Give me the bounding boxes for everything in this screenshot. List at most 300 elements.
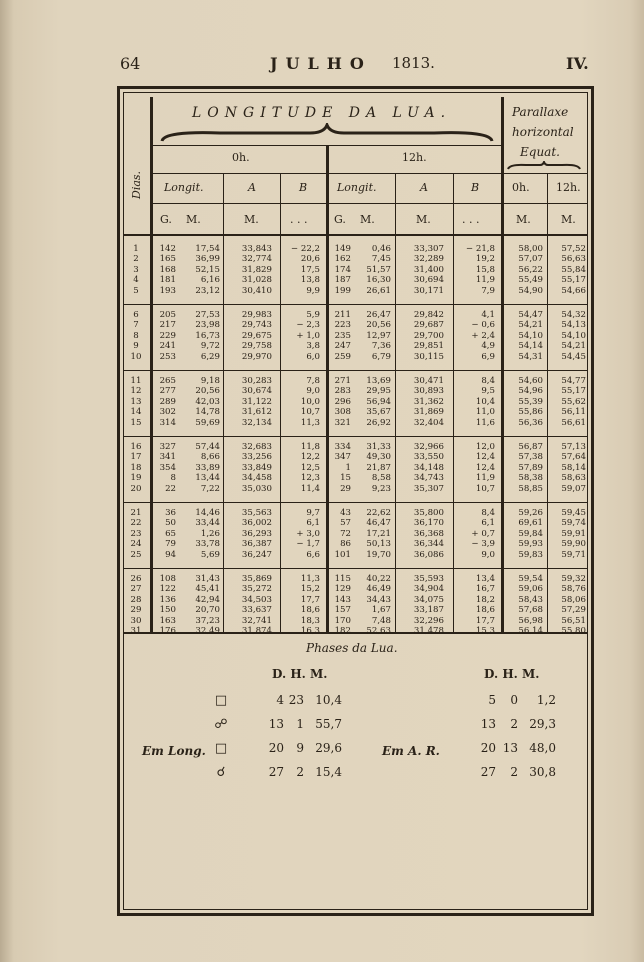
phase-symbol: □ (214, 741, 228, 756)
cell-m12: 16,30 (366, 275, 391, 286)
cell-p0: 54,96 (518, 386, 543, 397)
cell-g0: 176 (159, 626, 176, 636)
cell-b0: 20,6 (300, 254, 320, 265)
cell-m0: 9,72 (200, 341, 220, 352)
cell-m12: 26,61 (366, 285, 391, 296)
cell-g12: 247 (334, 341, 351, 352)
phase-ar-day: 20 (480, 741, 496, 755)
parallax-title-2: horizontal (512, 125, 574, 139)
phase-ar-hour: 2 (510, 765, 518, 779)
cell-p0: 56,14 (518, 626, 543, 636)
cell-days: 22 (130, 518, 142, 529)
cell-b12: 9,0 (481, 549, 495, 560)
cell-g12: 157 (334, 605, 351, 616)
col-head-p12: 12h. (556, 181, 581, 194)
col-head-b-0: B (299, 181, 308, 194)
cell-a12: 32,404 (413, 417, 444, 428)
phase-ar-min: 29,3 (529, 717, 556, 731)
cell-b12: 15,8 (475, 264, 495, 275)
cell-b0: − 1,7 (296, 539, 320, 550)
cell-m12: 35,67 (366, 407, 391, 418)
cell-a0: 30,410 (241, 285, 272, 296)
cell-m12: 49,30 (366, 452, 391, 463)
cell-a12: 30,471 (413, 376, 444, 386)
cell-m12: 7,36 (371, 341, 391, 352)
cell-p12: 54,21 (561, 341, 586, 352)
cell-days: 26 (130, 574, 142, 584)
cell-a12: 32,289 (413, 254, 444, 265)
cell-p12: 59,71 (561, 549, 586, 560)
cell-g12: 321 (334, 417, 351, 428)
phase-long-min: 10,4 (315, 693, 342, 707)
cell-a0: 31,874 (241, 626, 272, 636)
cell-p0: 54,60 (518, 376, 543, 386)
header-rule-3 (124, 234, 587, 236)
cell-b12: 19,2 (475, 254, 495, 265)
phase-symbol: ☌ (216, 765, 226, 780)
cell-m12: 34,43 (366, 594, 391, 605)
dhm-header-ar: D. H. M. (484, 667, 540, 681)
cell-p12: 56,63 (561, 254, 586, 265)
phase-long-hour: 23 (288, 693, 304, 707)
cell-p12: 55,84 (561, 264, 586, 275)
cell-g0: 314 (159, 417, 176, 428)
cell-b12: 6,9 (481, 351, 495, 362)
phase-ar-hour: 0 (510, 693, 518, 707)
cell-p0: 59,06 (518, 584, 543, 595)
cell-p12: 58,63 (561, 473, 586, 484)
cell-days: 14 (130, 407, 142, 418)
cell-g12: 149 (334, 244, 351, 254)
cell-days: 25 (130, 549, 142, 560)
longitude-title: LONGITUDE DA LUA. (192, 105, 452, 121)
cell-b12: 13,4 (475, 574, 495, 584)
cell-g0: 289 (159, 396, 176, 407)
cell-b12: + 0,7 (471, 528, 495, 539)
cell-days: 30 (130, 615, 142, 626)
cell-g12: 199 (334, 285, 351, 296)
cell-p0: 58,43 (518, 594, 543, 605)
cell-g12: 162 (334, 254, 351, 265)
cell-b0: 13,8 (300, 275, 320, 286)
cell-p0: 54,14 (518, 341, 543, 352)
cell-b12: 11,0 (475, 407, 495, 418)
phase-ar-day: 13 (480, 717, 496, 731)
cell-a12: 36,368 (413, 528, 444, 539)
unit-g-0: G. (160, 213, 172, 226)
cell-p12: 59,32 (561, 574, 586, 584)
dhm-header-long: D. H. M. (272, 667, 328, 681)
unit-dots-b0: . . . (290, 213, 308, 226)
cell-p12: 54,77 (561, 376, 586, 386)
phase-long-min: 55,7 (315, 717, 342, 731)
cell-p12: 54,45 (561, 351, 586, 362)
cell-g12: 174 (334, 264, 351, 275)
cell-g12: 143 (334, 594, 351, 605)
cell-p12: 56,11 (561, 407, 586, 418)
group-separator (124, 502, 587, 503)
cell-b12: 15,3 (475, 626, 495, 636)
cell-days: 3 (133, 264, 139, 275)
cell-a0: 29,675 (241, 330, 272, 341)
cell-g12: 259 (334, 351, 351, 362)
cell-g0: 142 (159, 244, 176, 254)
cell-a12: 30,115 (413, 351, 444, 362)
cell-days: 4 (133, 275, 139, 286)
cell-a12: 31,362 (413, 396, 444, 407)
cell-m0: 5,69 (200, 549, 220, 560)
cell-b12: − 3,9 (471, 539, 495, 550)
cell-b12: 4,1 (481, 310, 495, 320)
cell-p0: 54,10 (518, 330, 543, 341)
cell-b0: 6,1 (306, 518, 320, 529)
cell-m0: 23,98 (195, 320, 220, 331)
cell-p0: 59,93 (518, 539, 543, 550)
cell-m0: 6,16 (200, 275, 220, 286)
phase-ar-min: 1,2 (536, 693, 556, 707)
cell-b0: 12,2 (300, 452, 320, 463)
cell-g12: 271 (334, 376, 351, 386)
cell-b0: 10,7 (300, 407, 320, 418)
col-head-longit-0: Longit. (164, 181, 204, 194)
col-divider-b0 (280, 173, 281, 632)
cell-a0: 33,256 (241, 452, 272, 463)
cell-b0: 3,8 (306, 341, 320, 352)
cell-b0: 6,6 (306, 549, 320, 560)
cell-a0: 32,134 (241, 417, 272, 428)
cell-b12: 11,9 (475, 473, 495, 484)
cell-m0: 8,66 (200, 452, 220, 463)
cell-g0: 265 (159, 376, 176, 386)
cell-p12: 58,06 (561, 594, 586, 605)
cell-g0: 108 (159, 574, 176, 584)
cell-m12: 46,49 (366, 584, 391, 595)
cell-a12: 33,187 (413, 605, 444, 616)
cell-a0: 34,458 (241, 473, 272, 484)
cell-a0: 36,247 (241, 549, 272, 560)
cell-g12: 1 (345, 462, 351, 473)
unit-g-12: G. (334, 213, 346, 226)
cell-g12: 170 (334, 615, 351, 626)
cell-m0: 52,15 (195, 264, 220, 275)
cell-b0: + 1,0 (296, 330, 320, 341)
cell-g12: 211 (334, 310, 351, 320)
cell-b0: 16,3 (300, 626, 320, 636)
cell-m0: 33,78 (195, 539, 220, 550)
cell-b0: 11,4 (300, 483, 320, 494)
cell-p0: 57,07 (518, 254, 543, 265)
cell-a12: 31,400 (413, 264, 444, 275)
cell-g0: 327 (159, 442, 176, 452)
cell-g0: 354 (159, 462, 176, 473)
cell-b12: − 21,8 (465, 244, 495, 254)
cell-a12: 31,478 (413, 626, 444, 636)
cell-m0: 14,46 (195, 508, 220, 518)
cell-p0: 55,49 (518, 275, 543, 286)
cell-m0: 33,89 (195, 462, 220, 473)
cell-b0: 11,3 (300, 417, 320, 428)
cell-g0: 217 (159, 320, 176, 331)
cell-m12: 7,45 (371, 254, 391, 265)
cell-m0: 23,12 (195, 285, 220, 296)
phase-long-day: 13 (268, 717, 284, 731)
cell-b0: 7,8 (306, 376, 320, 386)
cell-b12: 9,5 (481, 386, 495, 397)
cell-a0: 31,612 (241, 407, 272, 418)
cell-p12: 56,51 (561, 615, 586, 626)
phase-long-hour: 2 (296, 765, 304, 779)
cell-b0: − 2,3 (296, 320, 320, 331)
cell-days: 17 (130, 452, 142, 463)
hour-rule (150, 145, 501, 146)
cell-b0: 5,9 (306, 310, 320, 320)
header-rule-1 (150, 173, 587, 174)
phase-long-min: 15,4 (315, 765, 342, 779)
cell-a12: 34,075 (413, 594, 444, 605)
parallax-divider (501, 97, 504, 632)
cell-g0: 79 (165, 539, 176, 550)
cell-b12: 12,0 (475, 442, 495, 452)
cell-m12: 51,57 (366, 264, 391, 275)
phase-ar-day: 27 (480, 765, 496, 779)
cell-a0: 36,387 (241, 539, 272, 550)
cell-m0: 37,23 (195, 615, 220, 626)
cell-b12: 6,1 (481, 518, 495, 529)
hour-0-label: 0h. (232, 151, 250, 164)
unit-m-a0: M. (244, 213, 259, 226)
cell-g12: 43 (340, 508, 351, 518)
cell-p12: 55,17 (561, 275, 586, 286)
page-title: JULHO (270, 54, 372, 73)
cell-a12: 35,307 (413, 483, 444, 494)
cell-a12: 36,344 (413, 539, 444, 550)
cell-a0: 29,758 (241, 341, 272, 352)
cell-b0: 9,7 (306, 508, 320, 518)
cell-days: 9 (133, 341, 139, 352)
cell-g12: 72 (340, 528, 351, 539)
ephemeris-table (117, 86, 594, 916)
cell-g0: 229 (159, 330, 176, 341)
cell-g12: 223 (334, 320, 351, 331)
cell-m12: 8,58 (371, 473, 391, 484)
cell-m0: 13,44 (195, 473, 220, 484)
phase-long-day: 20 (268, 741, 284, 755)
cell-b0: 18,3 (300, 615, 320, 626)
cell-b0: 11,8 (300, 442, 320, 452)
cell-b12: 17,7 (475, 615, 495, 626)
cell-a0: 33,849 (241, 462, 272, 473)
cell-p12: 57,64 (561, 452, 586, 463)
cell-b12: 16,7 (475, 584, 495, 595)
cell-b12: 11,6 (475, 417, 495, 428)
cell-days: 21 (130, 508, 142, 518)
cell-m0: 14,78 (195, 407, 220, 418)
phase-ar-day: 5 (488, 693, 496, 707)
cell-days: 12 (130, 386, 142, 397)
cell-g12: 283 (334, 386, 351, 397)
cell-g0: 253 (159, 351, 176, 362)
cell-days: 7 (133, 320, 139, 331)
cell-p12: 59,07 (561, 483, 586, 494)
cell-m12: 7,48 (371, 615, 391, 626)
phase-ar-min: 30,8 (529, 765, 556, 779)
em-ar-label: Em A. R. (382, 744, 440, 758)
cell-p12: 55,80 (561, 626, 586, 636)
cell-p12: 58,14 (561, 462, 586, 473)
cell-g12: 334 (334, 442, 351, 452)
cell-b0: 15,2 (300, 584, 320, 595)
cell-b0: 17,7 (300, 594, 320, 605)
cell-m12: 31,33 (366, 442, 391, 452)
cell-b12: 18,2 (475, 594, 495, 605)
unit-m-p12: M. (561, 213, 576, 226)
cell-p0: 56,22 (518, 264, 543, 275)
cell-p0: 54,21 (518, 320, 543, 331)
cell-p12: 59,91 (561, 528, 586, 539)
cell-p12: 59,90 (561, 539, 586, 550)
phase-symbol: □ (214, 693, 228, 708)
cell-p0: 58,00 (518, 244, 543, 254)
cell-m0: 59,69 (195, 417, 220, 428)
cell-a12: 29,700 (413, 330, 444, 341)
cell-a12: 30,893 (413, 386, 444, 397)
cell-a0: 35,563 (241, 508, 272, 518)
cell-p12: 54,13 (561, 320, 586, 331)
cell-a0: 36,002 (241, 518, 272, 529)
cell-a0: 33,843 (241, 244, 272, 254)
cell-days: 24 (130, 539, 142, 550)
cell-p12: 59,45 (561, 508, 586, 518)
cell-a12: 29,687 (413, 320, 444, 331)
cell-days: 28 (130, 594, 142, 605)
cell-a0: 35,272 (241, 584, 272, 595)
cell-g0: 150 (159, 605, 176, 616)
phase-long-min: 29,6 (315, 741, 342, 755)
cell-b12: 8,4 (481, 376, 495, 386)
cell-p12: 54,66 (561, 285, 586, 296)
cell-p0: 56,36 (518, 417, 543, 428)
cell-m12: 9,23 (371, 483, 391, 494)
cell-g0: 168 (159, 264, 176, 275)
cell-g0: 302 (159, 407, 176, 418)
phase-ar-hour: 13 (502, 741, 518, 755)
cell-g0: 50 (165, 518, 176, 529)
col-head-a-12: A (420, 181, 428, 194)
cell-a12: 36,170 (413, 518, 444, 529)
cell-days: 31 (130, 626, 142, 636)
cell-g0: 94 (165, 549, 176, 560)
cell-p0: 57,68 (518, 605, 543, 616)
cell-g0: 163 (159, 615, 176, 626)
cell-m0: 42,94 (195, 594, 220, 605)
hour-12-label: 12h. (402, 151, 427, 164)
section-number: IV. (566, 54, 589, 73)
col-divider-a0 (223, 173, 224, 632)
group-separator (124, 304, 587, 305)
cell-b12: − 0,6 (471, 320, 495, 331)
unit-m-0: M. (186, 213, 201, 226)
cell-g0: 136 (159, 594, 176, 605)
cell-p0: 55,86 (518, 407, 543, 418)
cell-p0: 54,47 (518, 310, 543, 320)
cell-a0: 35,030 (241, 483, 272, 494)
cell-days: 6 (133, 310, 139, 320)
cell-p0: 56,87 (518, 442, 543, 452)
phase-ar-hour: 2 (510, 717, 518, 731)
cell-b12: 12,4 (475, 462, 495, 473)
cell-g12: 129 (334, 584, 351, 595)
cell-g12: 235 (334, 330, 351, 341)
cell-b0: 9,9 (306, 285, 320, 296)
cell-b0: + 3,0 (296, 528, 320, 539)
cell-days: 5 (133, 285, 139, 296)
cell-p12: 55,62 (561, 396, 586, 407)
cell-m12: 56,94 (366, 396, 391, 407)
unit-dots-b12: . . . (462, 213, 480, 226)
group-separator (124, 436, 587, 437)
cell-a0: 30,283 (241, 376, 272, 386)
cell-days: 10 (130, 351, 142, 362)
cell-m0: 17,54 (195, 244, 220, 254)
cell-p0: 56,98 (518, 615, 543, 626)
cell-g12: 101 (334, 549, 351, 560)
cell-p0: 57,38 (518, 452, 543, 463)
cell-days: 2 (133, 254, 139, 265)
cell-days: 29 (130, 605, 142, 616)
cell-a0: 31,028 (241, 275, 272, 286)
page-header (0, 54, 644, 78)
cell-p0: 57,89 (518, 462, 543, 473)
phase-symbol: ☍ (214, 717, 228, 732)
cell-p0: 59,26 (518, 508, 543, 518)
cell-p0: 54,90 (518, 285, 543, 296)
cell-g12: 187 (334, 275, 351, 286)
cell-m0: 36,99 (195, 254, 220, 265)
cell-days: 16 (130, 442, 142, 452)
cell-g12: 115 (334, 574, 351, 584)
col-head-b-12: B (471, 181, 480, 194)
cell-a0: 32,774 (241, 254, 272, 265)
cell-g0: 205 (159, 310, 176, 320)
phase-long-hour: 9 (296, 741, 304, 755)
cell-p12: 58,76 (561, 584, 586, 595)
cell-a0: 36,293 (241, 528, 272, 539)
cell-m12: 52,63 (366, 626, 391, 636)
cell-b0: 6,0 (306, 351, 320, 362)
cell-a12: 34,904 (413, 584, 444, 595)
cell-m0: 45,41 (195, 584, 220, 595)
cell-a12: 30,694 (413, 275, 444, 286)
cell-a0: 34,503 (241, 594, 272, 605)
cell-g0: 341 (159, 452, 176, 463)
col-head-longit-12: Longit. (337, 181, 377, 194)
cell-a12: 36,086 (413, 549, 444, 560)
cell-p12: 54,32 (561, 310, 586, 320)
cell-a0: 29,970 (241, 351, 272, 362)
cell-b12: 18,6 (475, 605, 495, 616)
cell-m0: 31,43 (195, 574, 220, 584)
cell-m12: 0,46 (371, 244, 391, 254)
cell-p12: 57,13 (561, 442, 586, 452)
cell-g0: 193 (159, 285, 176, 296)
cell-p12: 59,74 (561, 518, 586, 529)
cell-g0: 36 (165, 508, 176, 518)
cell-b12: 10,4 (475, 396, 495, 407)
cell-b0: 18,6 (300, 605, 320, 616)
cell-m12: 29,95 (366, 386, 391, 397)
cell-a0: 32,683 (241, 442, 272, 452)
cell-m12: 26,92 (366, 417, 391, 428)
